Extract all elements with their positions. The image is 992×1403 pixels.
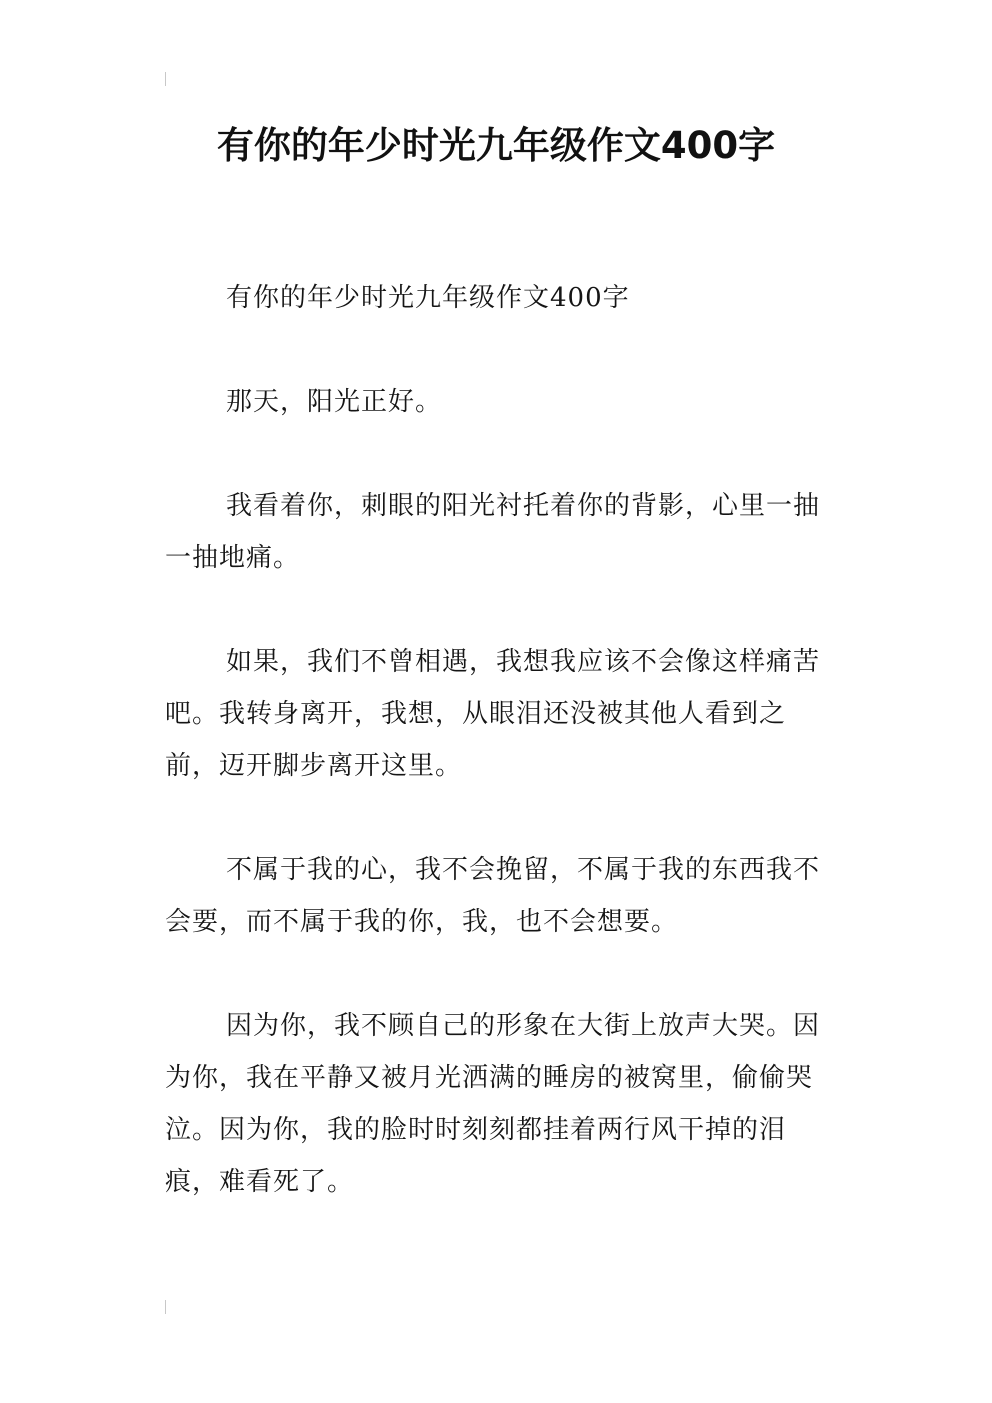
paragraph: 不属于我的心，我不会挽留，不属于我的东西我不会要，而不属于我的你，我，也不会想要。 — [165, 855, 821, 937]
page-title: 有你的年少时光九年级作文400字 — [216, 124, 776, 167]
document-body — [165, 272, 835, 1260]
paragraph: 如果，我们不曾相遇，我想我应该不会像这样痛苦吧。我转身离开，我想，从眼泪还没被其他人看到之前，迈开脚步离开这里。 — [165, 647, 821, 781]
page-corner-mark-bottom — [165, 1300, 166, 1314]
paragraph: 我看着你，刺眼的阳光衬托着你的背影，心里一抽一抽地痛。 — [165, 491, 821, 573]
page-corner-mark-top — [165, 72, 166, 86]
paragraph: 因为你，我不顾自己的形象在大街上放声大哭。因为你，我在平静又被月光洒满的睡房的被窝里，偷偷哭泣。因为你，我的脸时时刻刻都挂着两行风干掉的泪痕，难看死了。 — [165, 1011, 821, 1197]
paragraph: 那天，阳光正好。 — [226, 387, 443, 417]
paragraph-subtitle: 有你的年少时光九年级作文400字 — [226, 283, 630, 313]
